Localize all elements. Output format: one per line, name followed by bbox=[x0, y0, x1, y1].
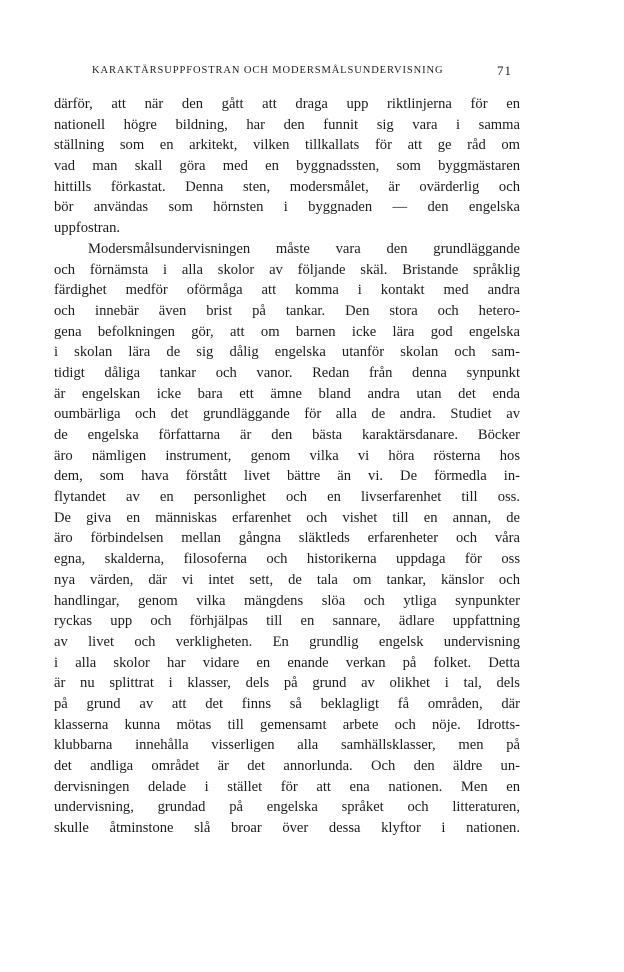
text-line: ställning som en arkitekt, vilken tillkallats för att ge råd om bbox=[54, 137, 520, 154]
text-line: klasserna kunna mötas till gemensamt arbete och nöje. Idrotts- bbox=[54, 716, 520, 733]
text-line: nationell högre bildning, har den funnit sig vara i samma bbox=[54, 116, 520, 133]
text-line: gena befolkningen gör, att om barnen icke lära god engelska bbox=[54, 323, 520, 340]
text-line: färdighet medför oförmåga att komma i kontakt med andra bbox=[54, 282, 520, 299]
text-line: skulle åtminstone slå broar över dessa klyftor i nationen. bbox=[54, 820, 520, 837]
text-line: vad man skall göra med en byggnadssten, som byggmästaren bbox=[54, 158, 520, 175]
text-line: på grund av att det finns så beklagligt få områden, där bbox=[54, 695, 520, 712]
text-line: ryckas upp och förhjälpas till en sannare, ädlare uppfattning bbox=[54, 613, 520, 630]
text-line: tidigt dåliga tankar och vanor. Redan från denna synpunkt bbox=[54, 364, 520, 381]
text-line: oumbärliga och det grundläggande för alla de andra. Studiet av bbox=[54, 406, 520, 423]
text-line: dervisningen delade i stället för att ena nationen. Men en bbox=[54, 778, 520, 795]
text-line: handlingar, genom vilka mängdens slöa och ytliga synpunkter bbox=[54, 592, 520, 609]
text-line: bör användas som hörnsten i byggnaden — den engelska bbox=[54, 199, 520, 216]
text-line: och innebär även brist på tankar. Den stora och hetero- bbox=[54, 302, 520, 319]
running-header bbox=[92, 65, 512, 81]
paragraph-start-line: Modersmålsundervisningen måste vara den grundläggande bbox=[88, 240, 520, 257]
page-number: 71 bbox=[497, 63, 512, 78]
text-line: de engelska författarna är den bästa karaktärsdanare. Böcker bbox=[54, 427, 520, 443]
text-line: De giva en människas erfarenhet och vishet till en annan, de bbox=[54, 509, 520, 526]
text-line: är nu splittrat i klasser, dels på grund av olikhet i tal, dels bbox=[54, 675, 520, 692]
text-line: nya värden, där vi intet sett, de tala om tankar, känslor och bbox=[54, 571, 520, 588]
text-line: i alla skolor har vidare en enande verkan på folket. Detta bbox=[54, 654, 520, 671]
text-line: dem, som hava förstått livet bättre än vi. De förmedla in- bbox=[54, 468, 520, 485]
running-head-title: KARAKTÄRSUPPFOSTRAN OCH MODERSMÅLSUNDERVISNING bbox=[92, 65, 444, 76]
text-line: klubbarna innehålla visserligen alla samhällsklasser, men på bbox=[54, 737, 520, 754]
text-line: är engelskan icke bara ett ämne bland andra utan det enda bbox=[54, 385, 520, 402]
text-line: och förnämsta i alla skolor av följande skäl. Bristande språklig bbox=[54, 261, 520, 278]
text-line: flytandet av en personlighet och en livserfarenhet till oss. bbox=[54, 489, 520, 506]
text-line: egna, skalderna, filosoferna och historikerna uppdaga för oss bbox=[54, 551, 520, 568]
text-line: därför, att när den gått att draga upp riktlinjerna för en bbox=[54, 96, 520, 112]
text-line: äro förbindelsen mellan gångna släktleds erfarenheter och våra bbox=[54, 530, 520, 547]
text-line: det andliga området är det annorlunda. Och den äldre un- bbox=[54, 758, 520, 774]
text-line: av livet och verkligheten. En grundlig engelsk undervisning bbox=[54, 633, 520, 650]
text-line: äro nämligen instrument, genom vilka vi höra rösterna hos bbox=[54, 447, 520, 464]
body-text bbox=[54, 94, 520, 839]
text-line: undervisning, grundad på engelska språket och litteraturen, bbox=[54, 799, 520, 816]
text-line: hittills förkastat. Denna sten, modersmålet, är ovärderlig och bbox=[54, 178, 520, 195]
text-line: i skolan lära de sig dålig engelska utanför skolan och sam- bbox=[54, 344, 520, 361]
text-line: uppfostran. bbox=[54, 220, 121, 237]
